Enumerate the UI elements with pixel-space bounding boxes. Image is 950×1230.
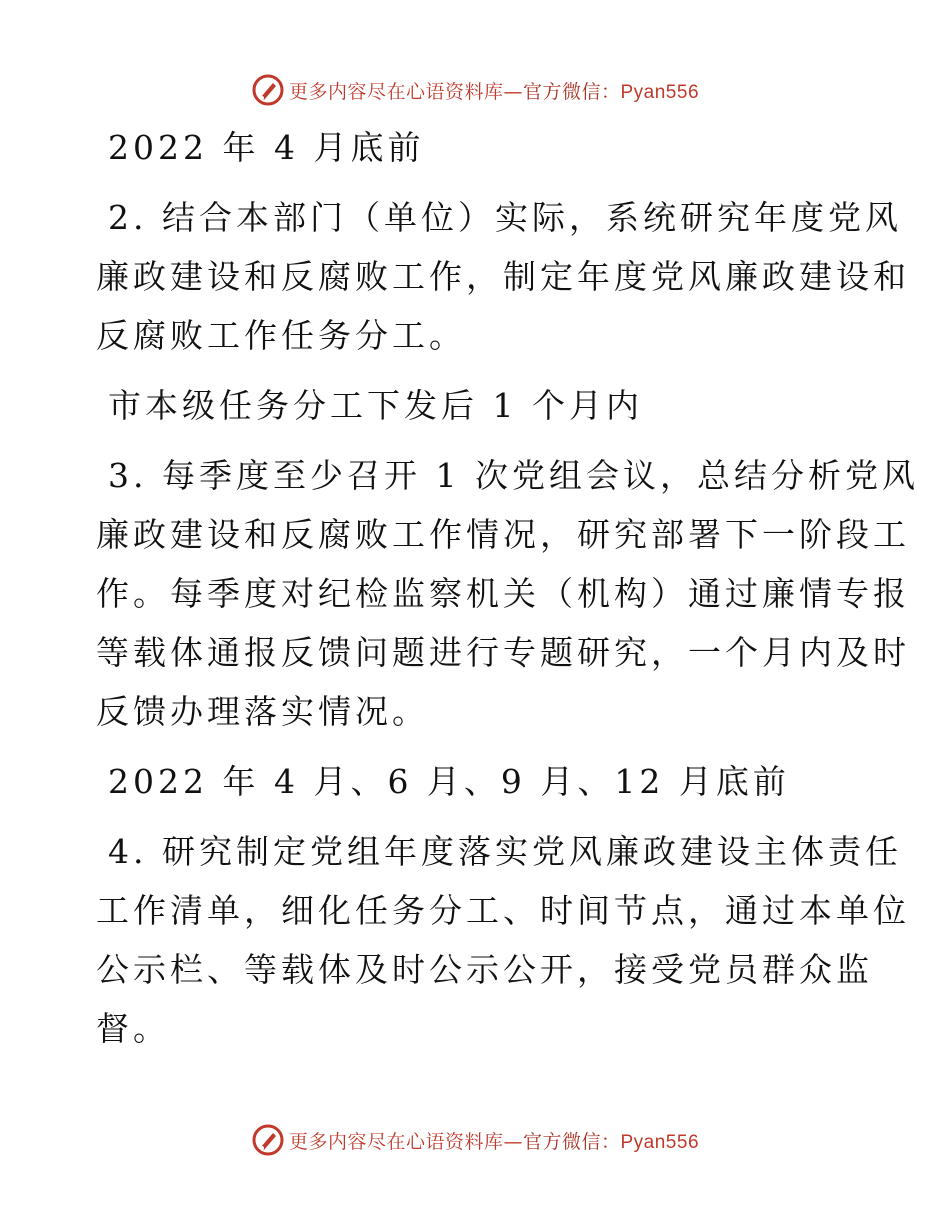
watermark-brand: 更多内容尽在心语资料库 — [288, 1130, 504, 1153]
watermark-separator: — — [503, 80, 523, 103]
pen-nib-logo-icon — [251, 1123, 285, 1157]
footer-watermark — [0, 1120, 950, 1160]
paragraph-item-4 — [96, 822, 910, 1058]
text-line: 工作清单，细化任务分工、时间节点，通过本单位 — [96, 891, 910, 930]
watermark-separator: — — [503, 1130, 523, 1153]
text-line: 市本级任务分工下发后 1 个月内 — [108, 386, 643, 425]
text-line: 4. 研究制定党组年度落实党风廉政建设主体责任 — [108, 832, 902, 871]
text-line: 廉政建设和反腐败工作，制定年度党风廉政建设和 — [96, 257, 910, 296]
pen-nib-logo-icon — [251, 73, 285, 107]
text-line: 督。 — [96, 1009, 170, 1048]
text-line: 等载体通报反馈问题进行专题研究，一个月内及时 — [96, 633, 910, 672]
text-line: 廉政建设和反腐败工作情况，研究部署下一阶段工 — [96, 515, 910, 554]
watermark-label: 官方微信： — [522, 80, 621, 103]
watermark-wechat-id: Pyan556 — [620, 81, 700, 103]
text-line: 2. 结合本部门（单位）实际，系统研究年度党风 — [108, 198, 902, 237]
header-watermark — [0, 70, 950, 110]
text-line: 反馈办理落实情况。 — [96, 692, 429, 731]
text-line: 作。每季度对纪检监察机关（机构）通过廉情专报 — [96, 574, 910, 613]
paragraph-deadline-2 — [96, 376, 856, 435]
text-line: 2022 年 4 月底前 — [108, 128, 425, 167]
paragraph-item-3 — [96, 446, 919, 741]
watermark-label: 官方微信： — [522, 1130, 621, 1153]
paragraph-deadline-3 — [96, 752, 856, 811]
paragraph-item-2 — [96, 188, 910, 365]
paragraph-deadline-1 — [96, 118, 856, 177]
watermark-brand: 更多内容尽在心语资料库 — [288, 80, 504, 103]
text-line: 2022 年 4 月、6 月、9 月、12 月底前 — [108, 762, 790, 801]
text-line: 反腐败工作任务分工。 — [96, 316, 466, 355]
text-line: 3. 每季度至少召开 1 次党组会议，总结分析党风 — [108, 456, 919, 495]
document-body — [96, 118, 919, 1058]
watermark-wechat-id: Pyan556 — [620, 1131, 700, 1153]
text-line: 公示栏、等载体及时公示公开，接受党员群众监 — [96, 950, 873, 989]
